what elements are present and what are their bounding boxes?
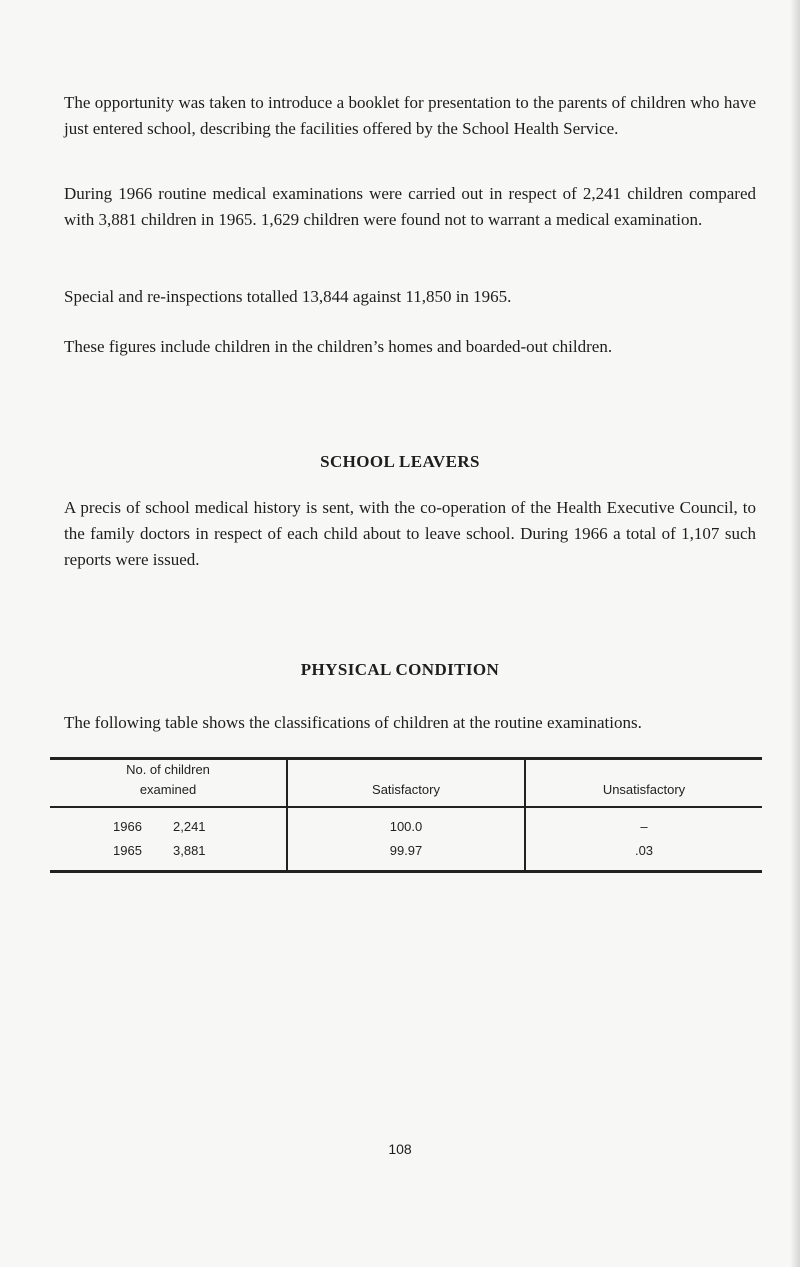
- cell-unsatisfactory: .03: [634, 842, 654, 858]
- cell-unsatisfactory: –: [640, 819, 648, 834]
- physical-condition-heading: PHYSICAL CONDITION: [300, 660, 500, 679]
- classification-table: [50, 757, 762, 873]
- cell-satisfactory: 99.97: [287, 839, 525, 871]
- row-examined-count: 2,241: [173, 819, 206, 834]
- intro-paragraph-booklet: The opportunity was taken to introduce a booklet for presentation to the parents of children who have just entered school, describing the facilities offered by the School Health Service.: [64, 93, 756, 138]
- intro-paragraph-reinspections: Special and re-inspections totalled 13,844 against 11,850 in 1965.: [64, 287, 512, 306]
- intro-paragraph-children-homes: These figures include children in the children’s homes and boarded-out children.: [64, 337, 613, 356]
- cell-satisfactory: 100.0: [287, 807, 525, 839]
- row-year: 1965: [113, 842, 142, 858]
- header-children-examined-line2: examined: [139, 782, 197, 797]
- school-leavers-heading: SCHOOL LEAVERS: [320, 452, 480, 471]
- table-row: [50, 807, 762, 839]
- header-unsatisfactory: Unsatisfactory: [525, 759, 762, 808]
- cell-examined: [50, 839, 287, 871]
- row-year: 1966: [113, 819, 142, 834]
- table-row: [50, 839, 762, 871]
- table-header-row: [50, 759, 762, 808]
- physical-condition-paragraph: The following table shows the classifications of children at the routine examinations.: [64, 713, 642, 732]
- page-number: 108: [388, 1141, 412, 1157]
- page-edge-shadow: [790, 0, 800, 1267]
- header-children-examined-line1: No. of children: [126, 762, 210, 777]
- school-leavers-paragraph: A precis of school medical history is sent, with the co-operation of the Health Executive Council, to the family doctors in respect of each child about to leave school. During 1966 a total of 1,107 such reports were issued.: [64, 498, 756, 569]
- intro-paragraph-examinations: During 1966 routine medical examinations were carried out in respect of 2,241 children compared with 3,881 children in 1965. 1,629 children were found not to warrant a medical examination.: [64, 184, 756, 229]
- header-satisfactory: Satisfactory: [287, 759, 525, 808]
- row-examined-count: 3,881: [173, 842, 206, 858]
- cell-examined: [50, 807, 287, 839]
- header-children-examined: [50, 759, 287, 808]
